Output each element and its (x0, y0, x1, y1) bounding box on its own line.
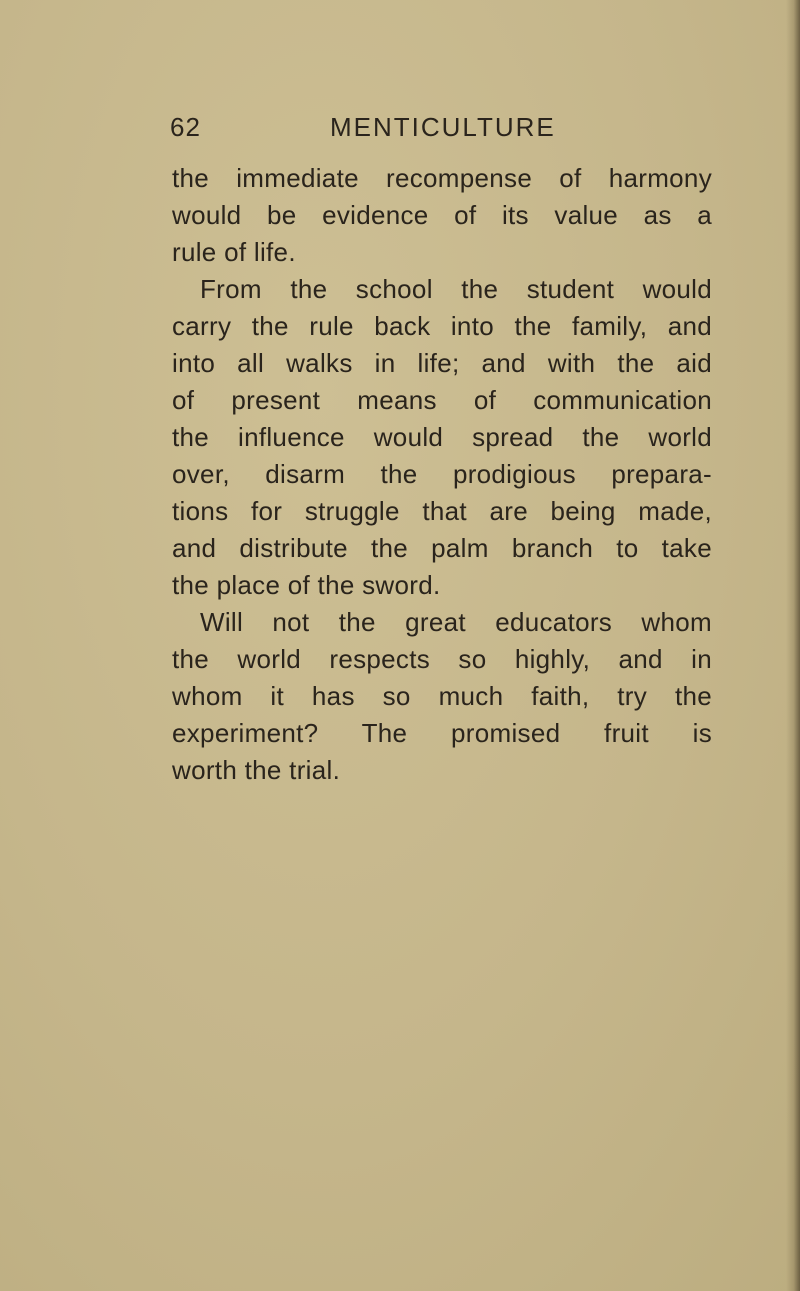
text-line: into all walks in life; and with the aid (172, 348, 712, 378)
text-line: the world respects so highly, and in (172, 644, 712, 674)
text-line: the place of the sword. (172, 570, 441, 600)
text-line: experiment? The promised fruit is (172, 718, 712, 748)
body-text (172, 160, 712, 789)
text-line: Will not the great educators whom (200, 607, 712, 637)
page-number: 62 (170, 112, 201, 142)
text-line: rule of life. (172, 237, 296, 267)
text-line: the immediate recompense of harmony (172, 163, 712, 193)
text-line: over, disarm the prodigious prepara- (172, 459, 712, 489)
text-line: worth the trial. (172, 755, 341, 785)
text-line: whom it has so much faith, try the (172, 681, 712, 711)
text-line: carry the rule back into the family, and (172, 311, 712, 341)
page-edge-shadow (786, 0, 800, 1291)
text-line: tions for struggle that are being made, (172, 496, 712, 526)
running-head: MENTICULTURE (330, 112, 556, 142)
text-line: and distribute the palm branch to take (172, 533, 712, 563)
text-line: of present means of communication (172, 385, 712, 415)
text-line: From the school the student would (200, 274, 712, 304)
text-line: the influence would spread the world (172, 422, 712, 452)
page-header (0, 112, 800, 152)
text-line: would be evidence of its value as a (172, 200, 712, 230)
